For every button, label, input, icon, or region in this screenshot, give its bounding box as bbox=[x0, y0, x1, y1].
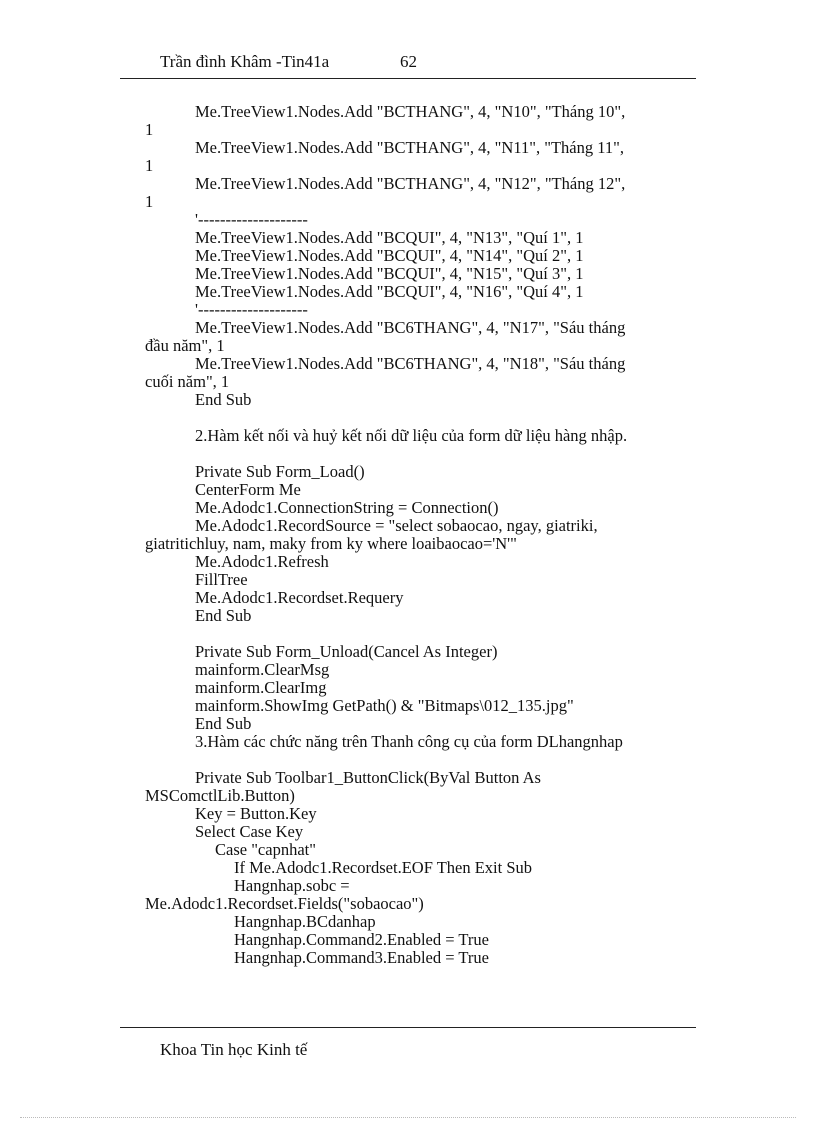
code-line: End Sub bbox=[195, 714, 252, 733]
footer-rule bbox=[120, 1027, 696, 1028]
code-line: giatritichluy, nam, maky from ky where loaibaocao='N'" bbox=[145, 534, 517, 553]
code-line: Private Sub Toolbar1_ButtonClick(ByVal Button As bbox=[195, 768, 541, 787]
code-line: Me.TreeView1.Nodes.Add "BCQUI", 4, "N15", "Quí 3", 1 bbox=[195, 264, 584, 283]
document-body bbox=[145, 103, 680, 967]
code-line: mainform.ShowImg GetPath() & "Bitmaps\012_135.jpg" bbox=[195, 696, 574, 715]
code-line: Me.Adodc1.RecordSource = "select sobaocao, ngay, giatriki, bbox=[195, 516, 598, 535]
code-line: mainform.ClearImg bbox=[195, 678, 327, 697]
code-line: Hangnhap.BCdanhap bbox=[234, 912, 376, 931]
code-line: Key = Button.Key bbox=[195, 804, 317, 823]
code-line: Hangnhap.Command2.Enabled = True bbox=[234, 930, 489, 949]
code-line: Me.TreeView1.Nodes.Add "BCTHANG", 4, "N11", "Tháng 11", bbox=[195, 138, 624, 157]
code-comment: '-------------------- bbox=[195, 300, 308, 319]
code-line: End Sub bbox=[195, 390, 252, 409]
code-line: cuối năm", 1 bbox=[145, 372, 230, 391]
code-line: Me.TreeView1.Nodes.Add "BC6THANG", 4, "N18", "Sáu tháng bbox=[195, 354, 626, 373]
code-line: Me.Adodc1.ConnectionString = Connection() bbox=[195, 498, 499, 517]
code-line: Select Case Key bbox=[195, 822, 304, 841]
section-heading: 3.Hàm các chức năng trên Thanh công cụ của form DLhangnhap bbox=[195, 732, 623, 751]
code-line: đầu năm", 1 bbox=[145, 336, 225, 355]
code-line: CenterForm Me bbox=[195, 480, 301, 499]
code-line: Me.TreeView1.Nodes.Add "BCQUI", 4, "N13", "Quí 1", 1 bbox=[195, 228, 584, 247]
code-line: 1 bbox=[145, 192, 154, 211]
code-line: mainform.ClearMsg bbox=[195, 660, 330, 679]
code-line: Hangnhap.Command3.Enabled = True bbox=[234, 948, 489, 967]
code-line: Case "capnhat" bbox=[215, 840, 316, 859]
code-line: Me.TreeView1.Nodes.Add "BCQUI", 4, "N16", "Quí 4", 1 bbox=[195, 282, 584, 301]
page-footer: Khoa Tin học Kinh tế bbox=[160, 1040, 308, 1059]
code-comment: '-------------------- bbox=[195, 210, 308, 229]
code-line: 1 bbox=[145, 120, 154, 139]
code-line: 1 bbox=[145, 156, 154, 175]
page-header bbox=[160, 52, 417, 72]
header-page-number: 62 bbox=[400, 52, 417, 71]
code-line: Me.TreeView1.Nodes.Add "BC6THANG", 4, "N17", "Sáu tháng bbox=[195, 318, 626, 337]
code-line: Private Sub Form_Unload(Cancel As Integer) bbox=[195, 642, 498, 661]
code-line: Private Sub Form_Load() bbox=[195, 462, 365, 481]
header-title: Trần đình Khâm -Tin41a bbox=[160, 52, 330, 71]
code-line: Me.Adodc1.Recordset.Requery bbox=[195, 588, 404, 607]
section-heading: 2.Hàm kết nối và huỷ kết nối dữ liệu của form dữ liệu hàng nhập. bbox=[195, 426, 628, 445]
code-line: End Sub bbox=[195, 606, 252, 625]
code-line: Me.TreeView1.Nodes.Add "BCTHANG", 4, "N12", "Tháng 12", bbox=[195, 174, 626, 193]
code-line: If Me.Adodc1.Recordset.EOF Then Exit Sub bbox=[234, 858, 533, 877]
code-line: Me.TreeView1.Nodes.Add "BCQUI", 4, "N14", "Quí 2", 1 bbox=[195, 246, 584, 265]
code-line: MSComctlLib.Button) bbox=[145, 786, 295, 805]
page-edge-divider bbox=[20, 1117, 796, 1118]
code-line: Me.Adodc1.Recordset.Fields("sobaocao") bbox=[145, 894, 424, 913]
code-line: Me.Adodc1.Refresh bbox=[195, 552, 329, 571]
header-rule bbox=[120, 78, 696, 79]
code-line: Me.TreeView1.Nodes.Add "BCTHANG", 4, "N10", "Tháng 10", bbox=[195, 102, 626, 121]
code-line: Hangnhap.sobc = bbox=[234, 876, 350, 895]
code-line: FillTree bbox=[195, 570, 248, 589]
